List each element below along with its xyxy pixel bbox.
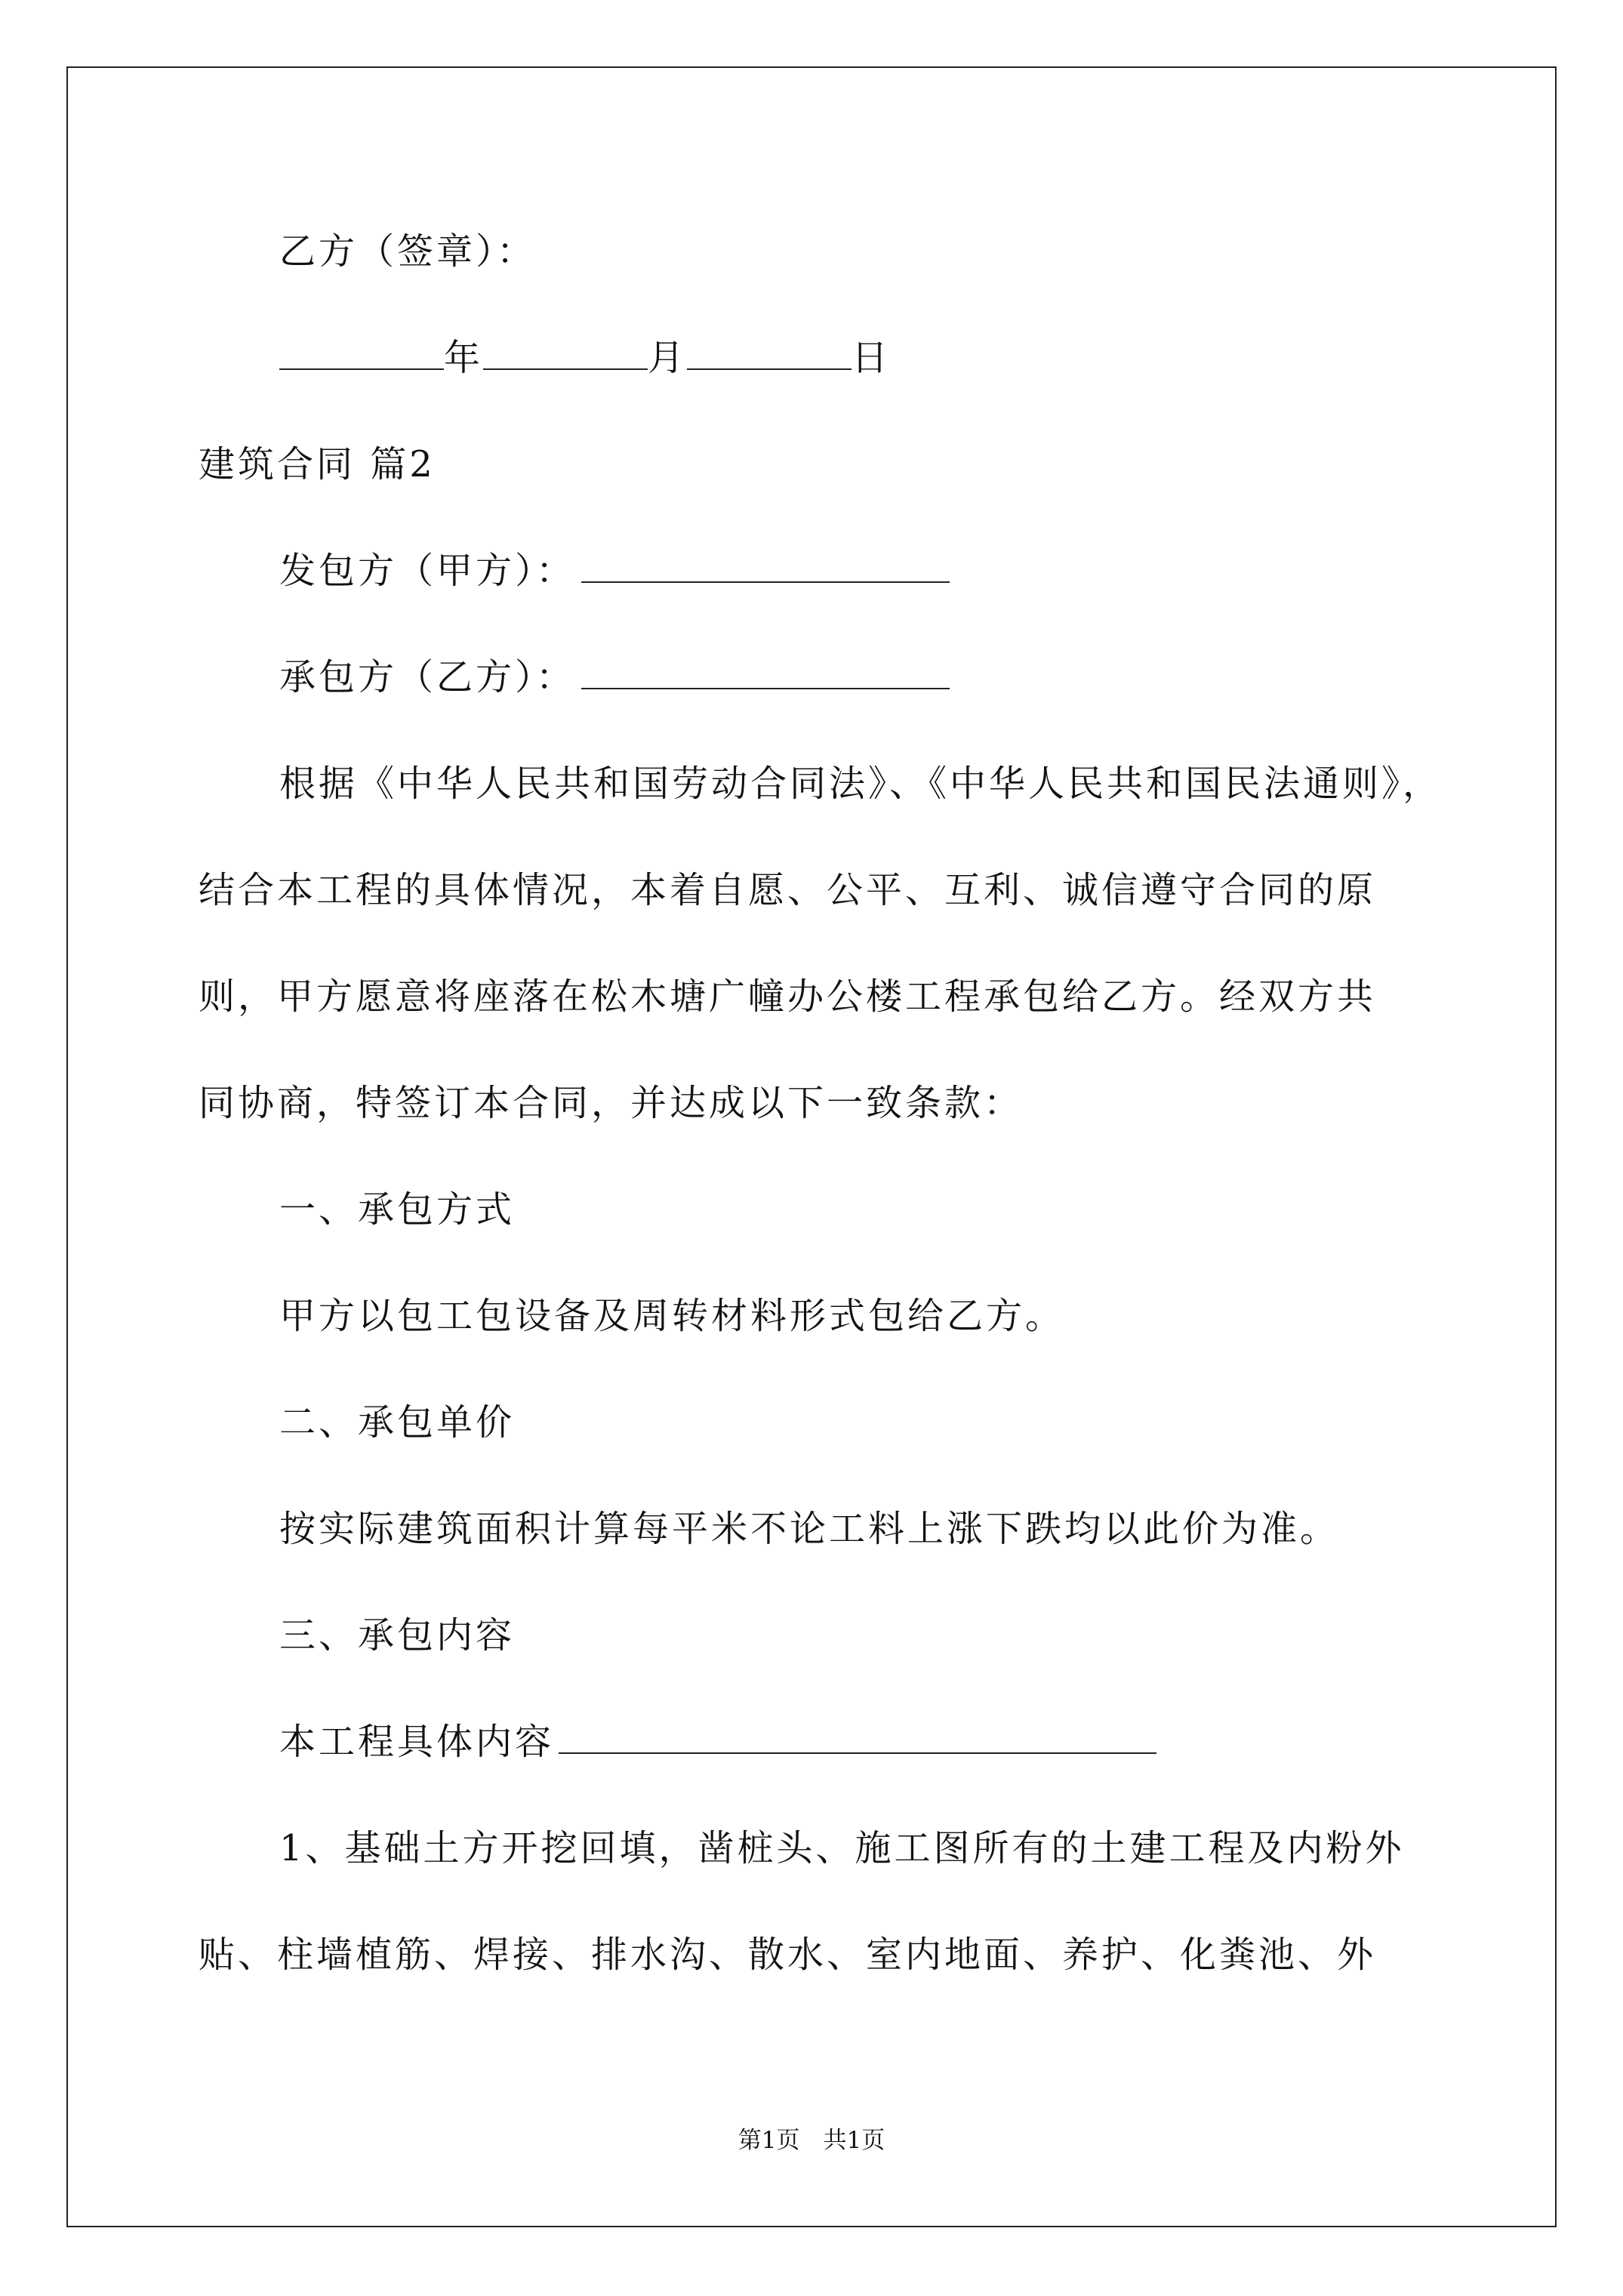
paragraph-line: 甲方以包工包设备及周转材料形式包给乙方。 bbox=[279, 1295, 1065, 1337]
scope-label: 本工程具体内容 bbox=[279, 1721, 555, 1763]
page-border bbox=[66, 66, 1557, 2227]
month-label: 月 bbox=[648, 337, 688, 379]
date-line bbox=[279, 335, 891, 381]
employer-blank bbox=[581, 548, 950, 583]
party-b-signature-label: 乙方（签章）： bbox=[279, 230, 537, 273]
paragraph-line: 同协商，特签订本合同，并达成以下一致条款： bbox=[199, 1082, 1024, 1124]
employer-label: 发包方（甲方）： bbox=[279, 550, 576, 592]
year-label: 年 bbox=[444, 337, 484, 379]
paragraph-line: 则，甲方愿意将座落在松木塘广幢办公楼工程承包给乙方。经双方共 bbox=[199, 975, 1377, 1018]
page-number-label: 第1页 共1页 bbox=[738, 2127, 885, 2154]
paragraph-line: 根据《中华人民共和国劳动合同法》、《中华人民共和国民法通则》， bbox=[279, 763, 1443, 805]
paragraph-line: 按实际建筑面积计算每平米不论工料上涨下跌均以此价为准。 bbox=[279, 1508, 1340, 1550]
clause-heading: 三、承包内容 bbox=[279, 1614, 516, 1657]
day-blank bbox=[687, 335, 852, 370]
employer-line bbox=[279, 548, 950, 593]
contractor-blank bbox=[581, 655, 950, 689]
contractor-label: 承包方（乙方）： bbox=[279, 656, 576, 698]
day-label: 日 bbox=[852, 337, 892, 379]
paragraph-line: 1、基础土方开挖回填，凿桩头、施工图所有的土建工程及内粉外 bbox=[279, 1827, 1405, 1869]
paragraph-line: 结合本工程的具体情况，本着自愿、公平、互利、诚信遵守合同的原 bbox=[199, 869, 1377, 911]
year-blank bbox=[279, 335, 444, 370]
clause-heading: 一、承包方式 bbox=[279, 1188, 516, 1231]
section-title-text: 建筑合同 篇2 bbox=[199, 443, 436, 485]
page-footer bbox=[0, 2125, 1623, 2156]
scope-blank bbox=[559, 1719, 1156, 1754]
scope-line bbox=[279, 1719, 1156, 1764]
contractor-line bbox=[279, 655, 950, 700]
paragraph-line: 贴、柱墙植筋、焊接、排水沟、散水、室内地面、养护、化粪池、外 bbox=[199, 1934, 1377, 1976]
clause-heading: 二、承包单价 bbox=[279, 1401, 516, 1444]
section-title bbox=[199, 442, 436, 487]
party-b-signature bbox=[279, 229, 536, 274]
month-blank bbox=[483, 335, 648, 370]
